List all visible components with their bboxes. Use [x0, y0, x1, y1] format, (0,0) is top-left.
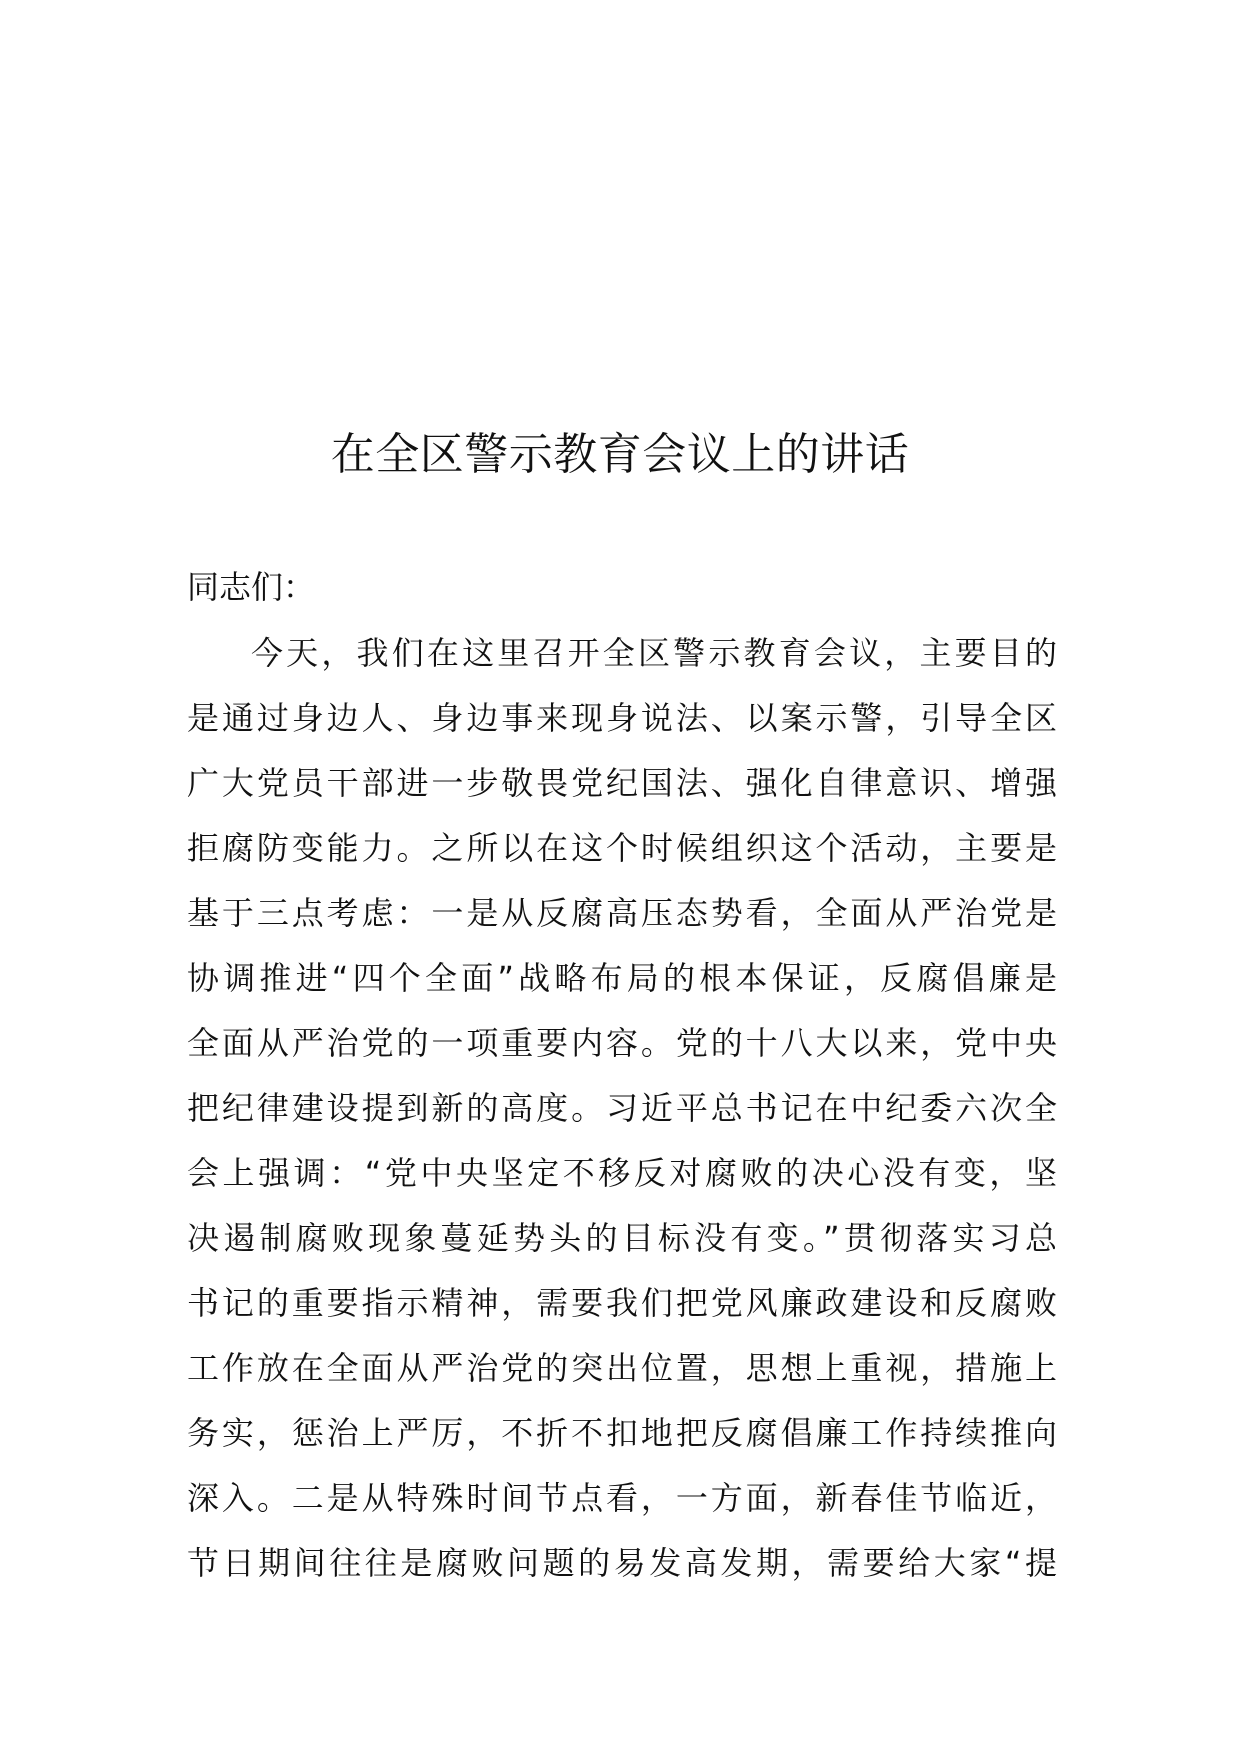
body-line: 会上强调：“党中央坚定不移反对腐败的决心没有变，坚: [187, 1154, 1057, 1192]
body-line: 基于三点考虑：一是从反腐高压态势看，全面从严治党是: [187, 894, 1057, 932]
document-title: 在全区警示教育会议上的讲话: [330, 429, 910, 480]
body-line: 书记的重要指示精神，需要我们把党风廉政建设和反腐败: [187, 1284, 1057, 1322]
body-line: 拒腐防变能力。之所以在这个时候组织这个活动，主要是: [187, 829, 1057, 867]
body-line: 决遏制腐败现象蔓延势头的目标没有变。”贯彻落实习总: [187, 1219, 1057, 1257]
body-line: 广大党员干部进一步敬畏党纪国法、强化自律意识、增强: [187, 764, 1057, 802]
salutation: 同志们：: [187, 568, 316, 606]
body-line: 节日期间往往是腐败问题的易发高发期，需要给大家“提: [187, 1544, 1057, 1582]
body-line: 全面从严治党的一项重要内容。党的十八大以来，党中央: [187, 1024, 1057, 1062]
body-line: 深入。二是从特殊时间节点看，一方面，新春佳节临近，: [187, 1479, 1057, 1517]
body-line: 今天，我们在这里召开全区警示教育会议，主要目的: [251, 634, 1057, 672]
body-text: [187, 630, 1057, 1605]
body-line: 协调推进“四个全面”战略布局的根本保证，反腐倡廉是: [187, 959, 1057, 997]
body-line: 工作放在全面从严治党的突出位置，思想上重视，措施上: [187, 1349, 1057, 1387]
body-line: 把纪律建设提到新的高度。习近平总书记在中纪委六次全: [187, 1089, 1057, 1127]
body-line: 务实，惩治上严厉，不折不扣地把反腐倡廉工作持续推向: [187, 1414, 1057, 1452]
body-line: 是通过身边人、身边事来现身说法、以案示警，引导全区: [187, 699, 1057, 737]
